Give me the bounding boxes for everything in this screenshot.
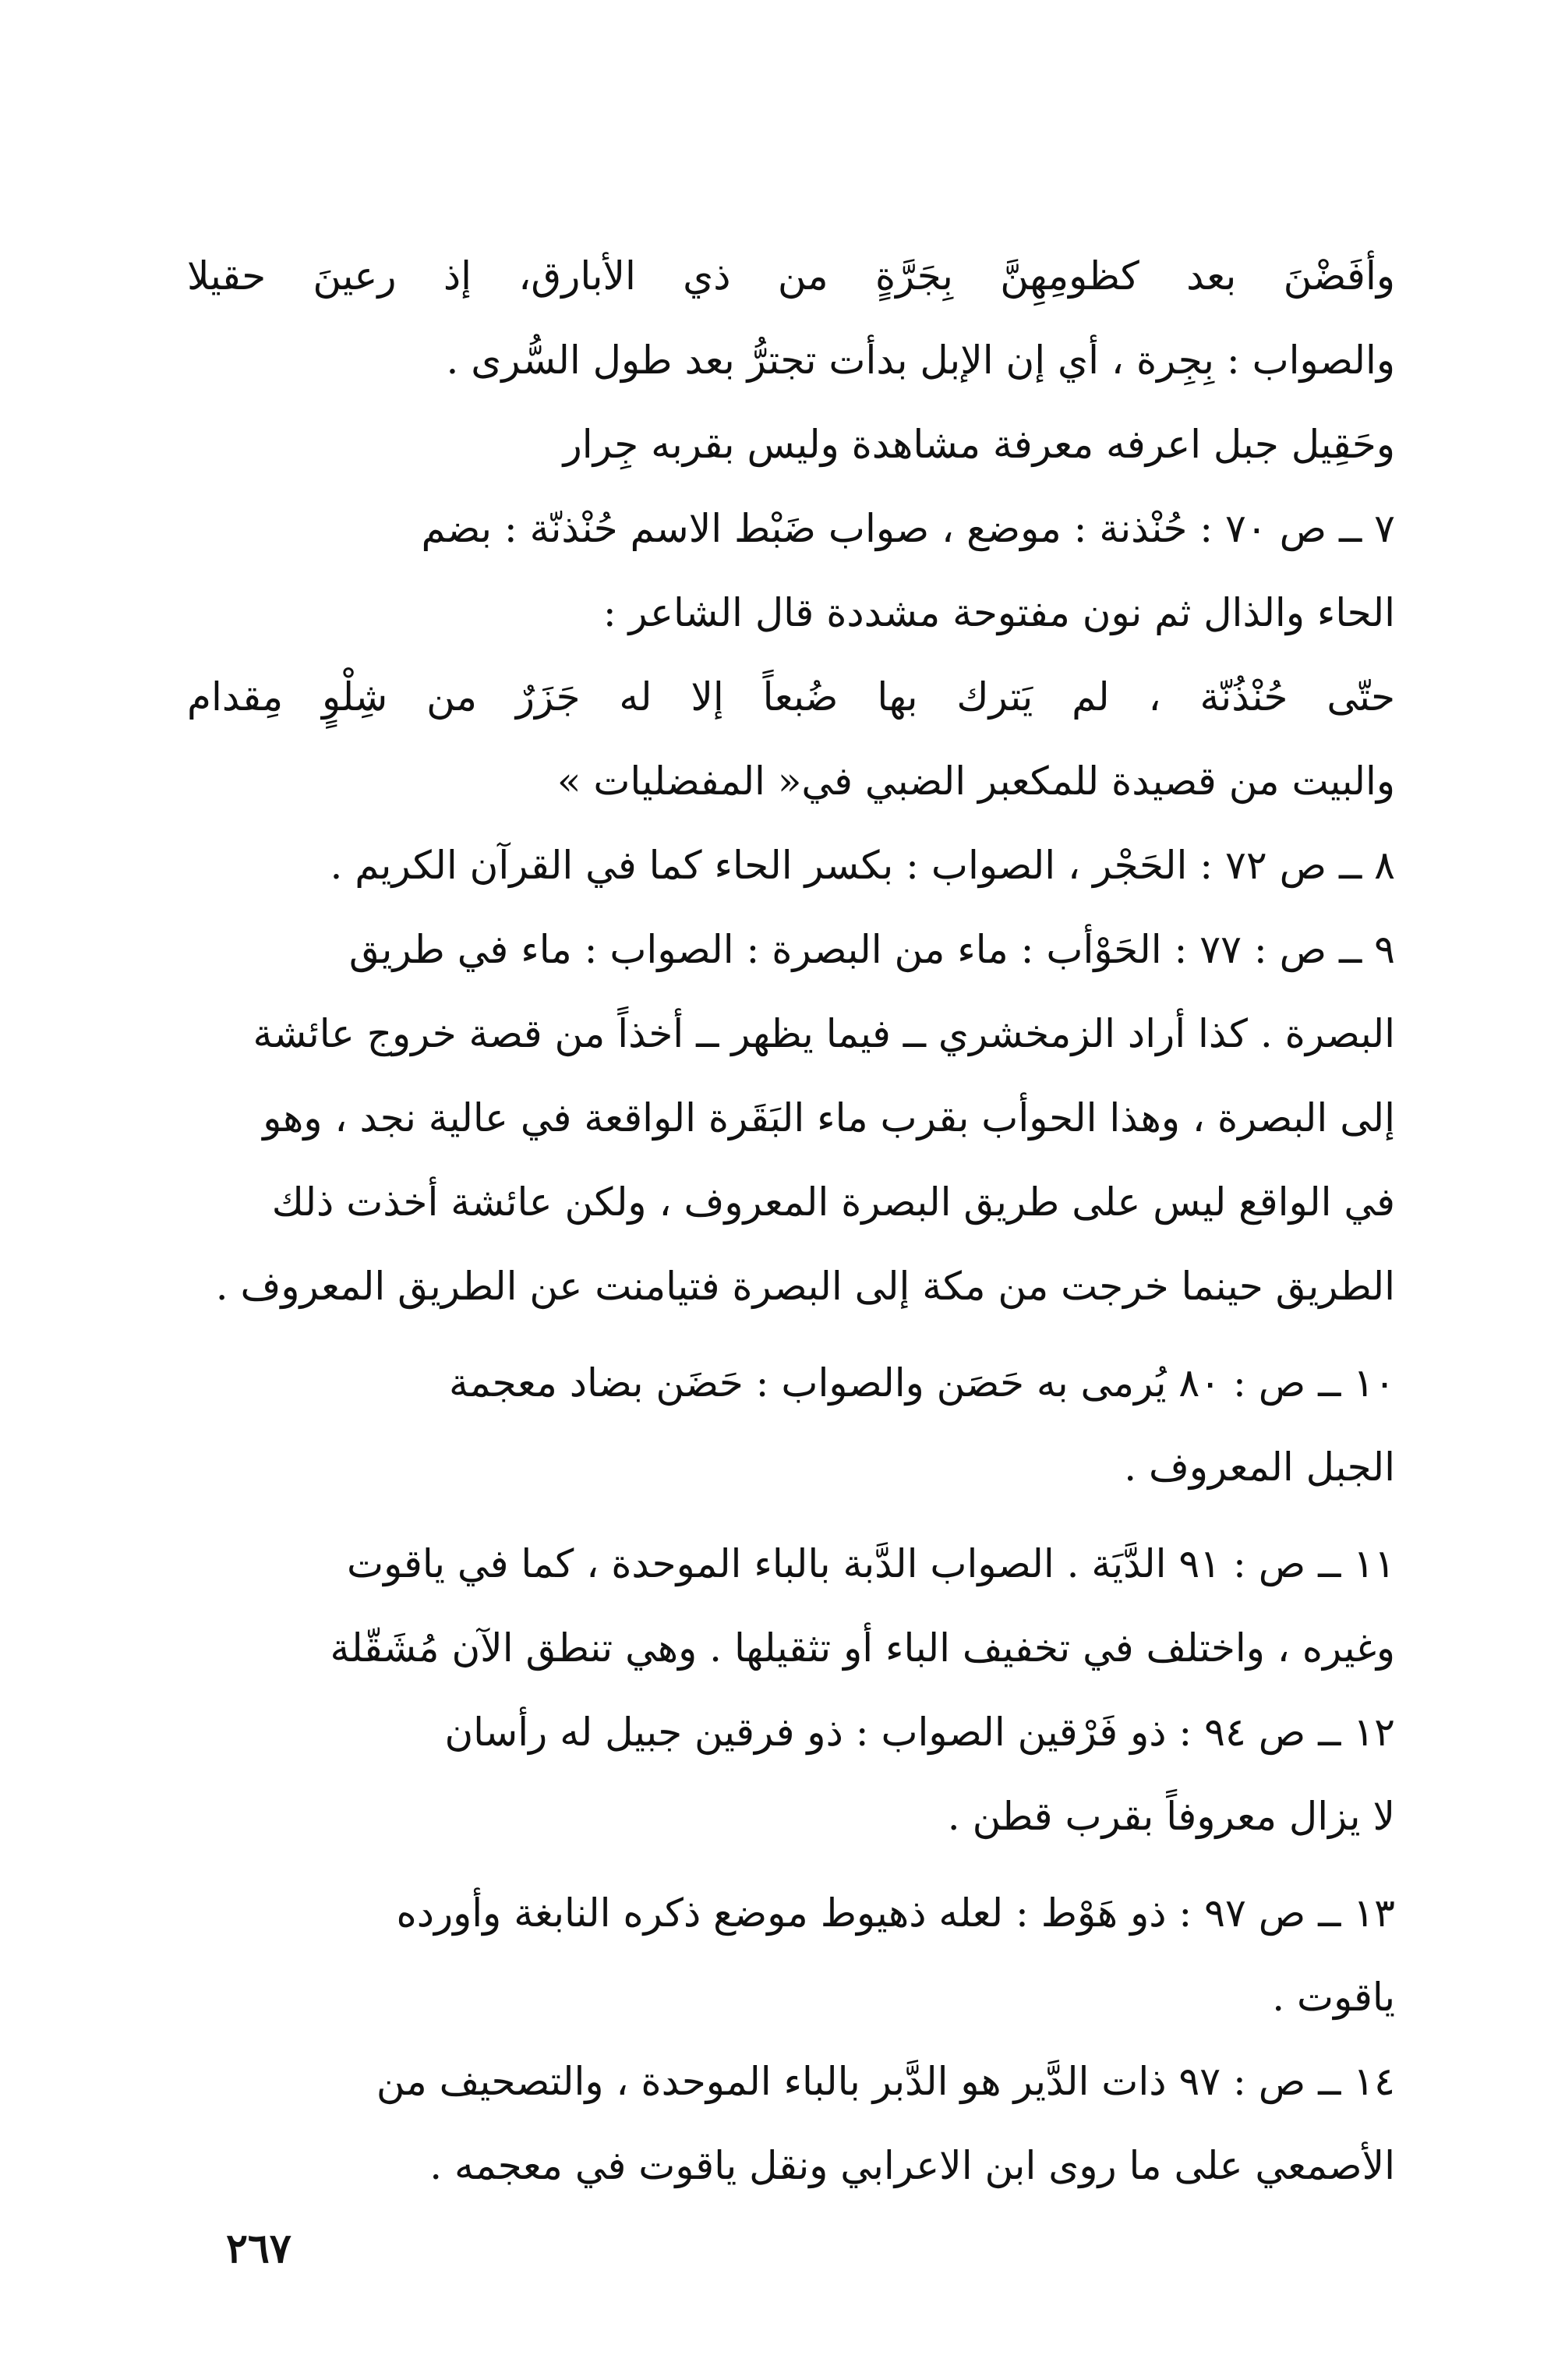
note-11-line: ١١ ــ ص : ٩١ الدَّيَة . الصواب الدَّبة بالباء الموحدة ، كما في ياقوت xyxy=(347,1541,1395,1586)
text-line: وغيره ، واختلف في تخفيف الباء أو تثقيلها . وهي تنطق الآن مُشَقّلة xyxy=(330,1625,1395,1671)
note-13-line: ١٣ ــ ص ٩٧ : ذو هَوْط : لعله ذهيوط موضع ذكره النابغة وأورده xyxy=(396,1890,1395,1936)
note-7-line: ٧ ــ ص ٧٠ : حُنْذنة : موضع ، صواب ضَبْط الاسم حُنْذنّة : بضم xyxy=(421,506,1395,551)
verse-line: وأفَضْنَ بعد كظومِهِنَّ بِجَرَّةٍ من ذي الأبارق، إذ رعينَ حقيلا xyxy=(187,253,1395,299)
note-12-line: ١٢ ــ ص ٩٤ : ذو فَرْقين الصواب : ذو فرقين جبيل له رأسان xyxy=(444,1710,1395,1755)
text-line: البصرة . كذا أراد الزمخشري ــ فيما يظهر ــ أخذاً من قصة خروج عائشة xyxy=(253,1011,1395,1056)
note-14-line: ١٤ ــ ص : ٩٧ ذات الدَّير هو الدَّبر بالباء الموحدة ، والتصحيف من xyxy=(376,2059,1395,2104)
text-line: في الواقع ليس على طريق البصرة المعروف ، ولكن عائشة أخذت ذلك xyxy=(271,1179,1395,1225)
note-9-line: ٩ ــ ص : ٧٧ : الحَوْأب : ماء من البصرة : الصواب : ماء في طريق xyxy=(348,927,1395,972)
text-line: وحَقِيل جبل اعرفه معرفة مشاهدة وليس بقربه جِرار xyxy=(563,422,1395,467)
verse-line: حتّى حُنْذُنّة ، لم يَترك بها ضُبعاً إلا له جَزَرٌ من شِلْوٍ مِقدام xyxy=(187,674,1395,720)
text-line: إلى البصرة ، وهذا الحوأب بقرب ماء البَقَرة الواقعة في عالية نجد ، وهو xyxy=(263,1095,1395,1140)
text-line: والصواب : بِجِرة ، أي إن الإبل بدأت تجترُّ بعد طول السُّرى . xyxy=(446,338,1395,383)
page-number: ٢٦٧ xyxy=(226,2225,291,2272)
text-line: لا يزال معروفاً بقرب قطن . xyxy=(947,1794,1395,1839)
text-line: الحاء والذال ثم نون مفتوحة مشددة قال الشاعر : xyxy=(602,590,1395,635)
text-line: الجبل المعروف . xyxy=(1124,1445,1395,1490)
text-line: الأصمعي على ما روى ابن الاعرابي ونقل ياقوت في معجمه . xyxy=(429,2143,1395,2188)
text-line: والبيت من قصيدة للمكعبر الضبي في« المفضليات » xyxy=(556,759,1395,804)
page-text xyxy=(187,234,1395,2208)
text-line: الطريق حينما خرجت من مكة إلى البصرة فتيامنت عن الطريق المعروف . xyxy=(215,1264,1395,1309)
note-8-line: ٨ ــ ص ٧٢ : الحَجْر ، الصواب : بكسر الحاء كما في القرآن الكريم . xyxy=(330,843,1395,888)
note-10-line: ١٠ ــ ص : ٨٠ يُرمى به حَصَن والصواب : حَضَن بضاد معجمة xyxy=(448,1360,1395,1406)
text-line: ياقوت . xyxy=(1272,1975,1395,2020)
